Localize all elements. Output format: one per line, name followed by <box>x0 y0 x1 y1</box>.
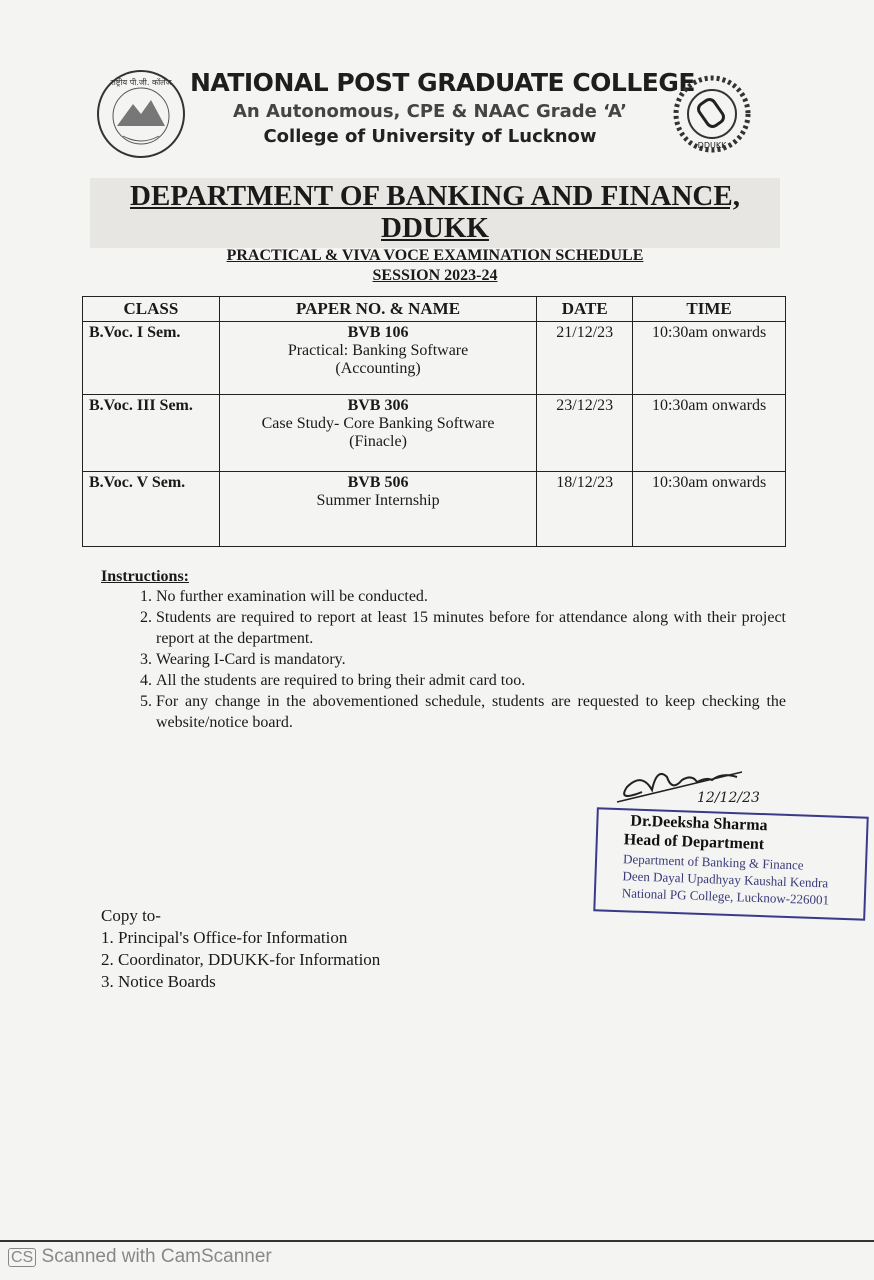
instructions <box>101 568 786 733</box>
camscanner-watermark <box>8 1246 272 1268</box>
date-cell: 21/12/23 <box>537 322 633 395</box>
instruction-item: 1. No further examination will be conducted. <box>156 586 786 607</box>
header-class: CLASS <box>83 297 220 322</box>
session: SESSION 2023-24 <box>372 267 498 284</box>
department-stamp <box>593 807 868 920</box>
copy-to-heading: Copy to- <box>101 906 161 925</box>
instruction-item: 3. Wearing I-Card is mandatory. <box>156 649 786 670</box>
stamp-line-3: National PG College, Lucknow-226001 <box>621 885 830 908</box>
instruction-item: 2. Students are required to report at least 15 minutes before for attendance along with their project report at the department. <box>156 607 786 649</box>
paper-cell: BVB 306 Case Study- Core Banking Software (Finacle) <box>219 395 536 472</box>
college-affiliation: College of University of Lucknow <box>263 126 597 147</box>
college-name: NATIONAL POST GRADUATE COLLEGE <box>190 68 695 97</box>
college-logo <box>97 70 185 158</box>
schedule-table <box>82 296 786 547</box>
header-paper: PAPER NO. & NAME <box>219 297 536 322</box>
signature-date: 12/12/23 <box>697 790 760 806</box>
college-subtitle: An Autonomous, CPE & NAAC Grade ‘A’ <box>232 101 628 122</box>
signature <box>612 752 762 808</box>
header-date: DATE <box>537 297 633 322</box>
copy-to <box>101 905 380 993</box>
table-header-row <box>83 297 786 322</box>
header-time: TIME <box>633 297 786 322</box>
footer-divider <box>0 1240 874 1242</box>
instruction-item: 5. For any change in the abovementioned schedule, students are requested to keep checking the website/notice board. <box>156 691 786 733</box>
copy-to-item: 2. Coordinator, DDUKK-for Information <box>101 950 381 969</box>
table-row <box>83 472 786 547</box>
department-title: DEPARTMENT OF BANKING AND FINANCE, <box>130 180 740 212</box>
ddukk-logo <box>664 72 760 160</box>
table-row <box>83 322 786 395</box>
instruction-item: 4. All the students are required to bring their admit card too. <box>156 670 786 691</box>
paper-cell: BVB 506 Summer Internship <box>219 472 536 547</box>
watermark-text: Scanned with CamScanner <box>41 1246 272 1267</box>
table-row <box>83 395 786 472</box>
stamp-line-1: Department of Banking & Finance <box>622 851 804 873</box>
copy-to-item: 1. Principal's Office-for Information <box>101 928 348 947</box>
class-cell: B.Voc. I Sem. <box>83 322 220 395</box>
camscanner-logo-icon: CS <box>8 1248 36 1267</box>
copy-to-item: 3. Notice Boards <box>101 972 216 991</box>
college-logo-text: राष्ट्रीय पी.जी. कॉलेज <box>110 78 172 87</box>
department-subtitle: DDUKK <box>381 212 489 244</box>
time-cell: 10:30am onwards <box>633 322 786 395</box>
time-cell: 10:30am onwards <box>633 472 786 547</box>
signatory-designation: Head of Department <box>623 831 765 854</box>
ddukk-logo-text: DDUKK <box>697 141 727 150</box>
stamp-line-2: Deen Dayal Upadhyay Kaushal Kendra <box>622 868 829 891</box>
instructions-heading: Instructions: <box>101 568 190 585</box>
time-cell: 10:30am onwards <box>633 395 786 472</box>
date-cell: 18/12/23 <box>537 472 633 547</box>
class-cell: B.Voc. V Sem. <box>83 472 220 547</box>
paper-cell: BVB 106 Practical: Banking Software (Accounting) <box>219 322 536 395</box>
schedule-title: PRACTICAL & VIVA VOCE EXAMINATION SCHEDULE <box>226 247 644 264</box>
class-cell: B.Voc. III Sem. <box>83 395 220 472</box>
date-cell: 23/12/23 <box>537 395 633 472</box>
signatory-name: Dr.Deeksha Sharma <box>630 812 768 835</box>
